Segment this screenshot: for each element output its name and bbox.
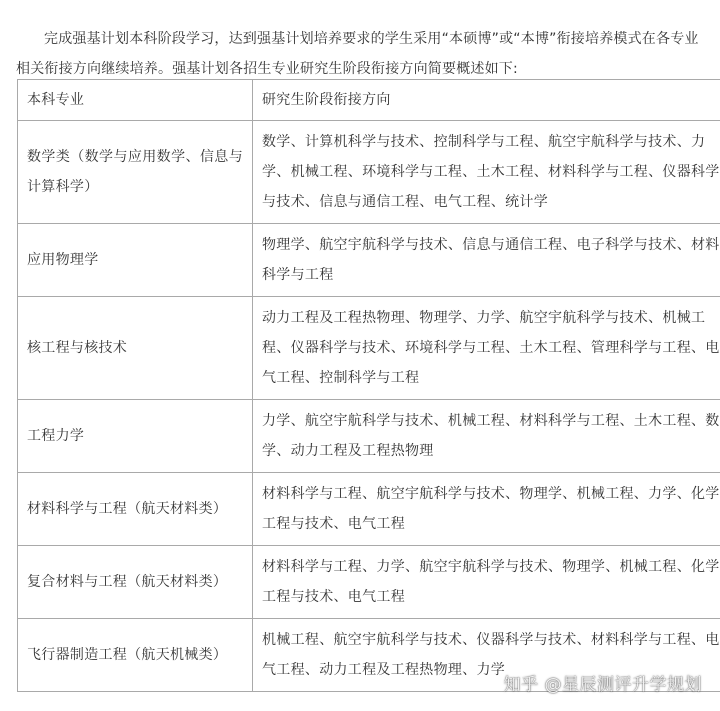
- cell-direction: 机械工程、航空宇航科学与技术、仪器科学与技术、材料科学与工程、电气工程、动力工程及工程热物理、力学: [253, 619, 720, 692]
- table-row: [18, 224, 720, 297]
- table-row: [18, 400, 720, 473]
- intro-paragraph: 完成强基计划本科阶段学习，达到强基计划培养要求的学生采用“本硕博”或“本博”衔接培养模式在各专业相关衔接方向继续培养。强基计划各招生专业研究生阶段衔接方向简要概述如下:: [16, 31, 699, 77]
- cell-direction: 力学、航空宇航科学与技术、机械工程、材料科学与工程、土木工程、数学、动力工程及工程热物理: [253, 400, 720, 473]
- table-row: [18, 473, 720, 546]
- table-header-row: [18, 80, 720, 121]
- table-row: [18, 546, 720, 619]
- cell-direction: 动力工程及工程热物理、物理学、力学、航空宇航科学与技术、机械工程、仪器科学与技术、环境科学与工程、土木工程、管理科学与工程、电气工程、控制科学与工程: [253, 297, 720, 400]
- cell-major: 飞行器制造工程（航天机械类）: [18, 619, 253, 692]
- cell-direction: 物理学、航空宇航科学与技术、信息与通信工程、电子科学与技术、材料科学与工程: [253, 224, 720, 297]
- cell-direction: 材料科学与工程、力学、航空宇航科学与技术、物理学、机械工程、化学工程与技术、电气工程: [253, 546, 720, 619]
- header-direction: 研究生阶段衔接方向: [253, 80, 720, 121]
- cell-major: 应用物理学: [18, 224, 253, 297]
- cell-major: 核工程与核技术: [18, 297, 253, 400]
- header-major: 本科专业: [18, 80, 253, 121]
- cell-major: 复合材料与工程（航天材料类）: [18, 546, 253, 619]
- watermark: 知乎 @星辰测评升学规划: [503, 675, 702, 695]
- major-direction-table: [17, 79, 720, 692]
- cell-direction: 数学、计算机科学与技术、控制科学与工程、航空宇航科学与技术、力学、机械工程、环境科学与工程、土木工程、材料科学与工程、仪器科学与技术、信息与通信工程、电气工程、统计学: [253, 121, 720, 224]
- cell-major: 工程力学: [18, 400, 253, 473]
- cell-major: 材料科学与工程（航天材料类）: [18, 473, 253, 546]
- table-row: [18, 297, 720, 400]
- cell-direction: 材料科学与工程、航空宇航科学与技术、物理学、机械工程、力学、化学工程与技术、电气工程: [253, 473, 720, 546]
- cell-major: 数学类（数学与应用数学、信息与计算科学）: [18, 121, 253, 224]
- table-row: [18, 121, 720, 224]
